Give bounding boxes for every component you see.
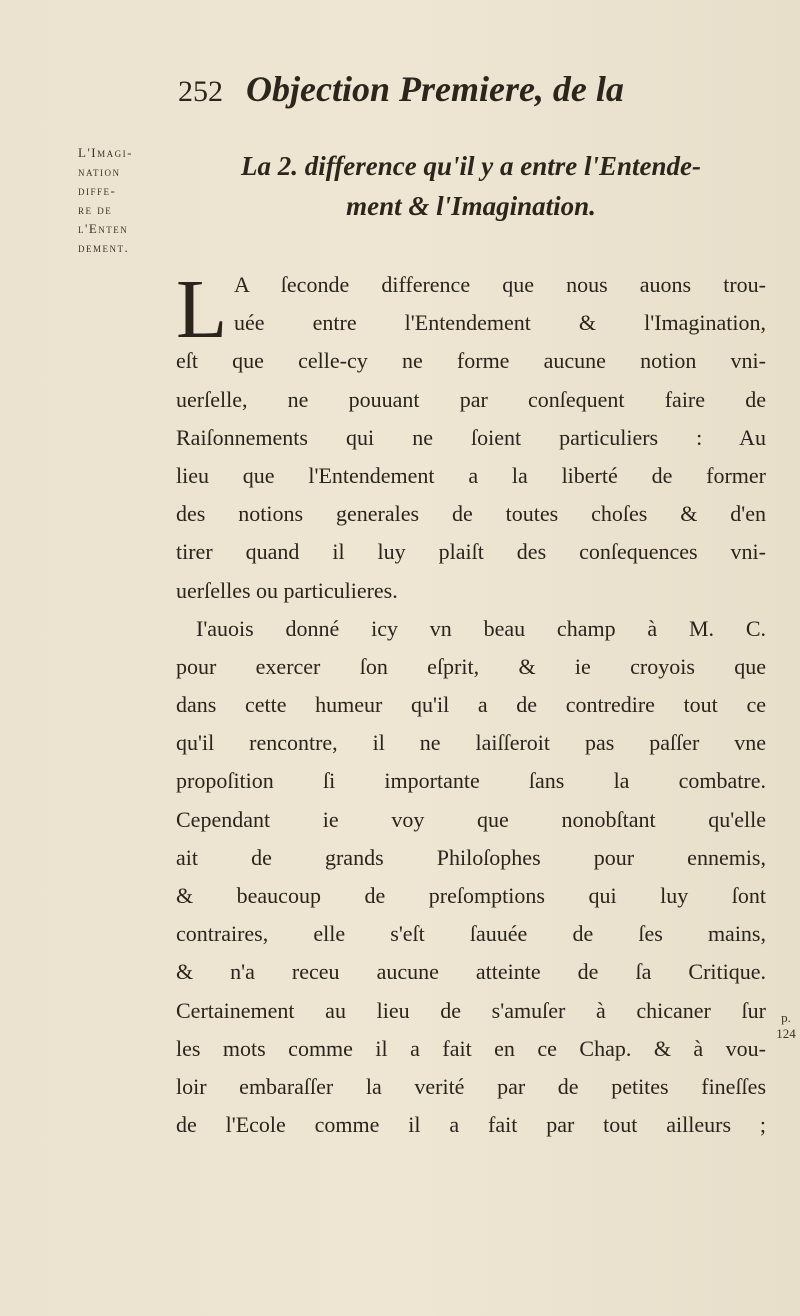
text-line: & n'a receu aucune atteinte de ſa Critique. (176, 959, 766, 985)
margin-ref-line: 124 (776, 1026, 796, 1041)
text-line: qu'il rencontre, il ne laiſſeroit pas paſſer vne (176, 730, 766, 756)
page-number: 252 (178, 75, 223, 108)
text-line: eſt que celle-cy ne forme aucune notion vni- (176, 348, 766, 374)
text-line: uée entre l'Entendement & l'Imagination, (234, 310, 766, 336)
text-line: uerſelle, ne pouuant par conſequent faire de (176, 386, 766, 412)
text-line: de l'Ecole comme il a fait par tout ailleurs ; (176, 1112, 766, 1138)
margin-note (78, 143, 168, 257)
section-heading (186, 146, 756, 226)
text-line: des notions generales de toutes choſes & d'en (176, 501, 766, 527)
text-line: Cependant ie voy que nonobſtant qu'elle (176, 806, 766, 832)
heading-line: La 2. difference qu'il y a entre l'Entende- (241, 151, 701, 181)
body-text (176, 263, 766, 1144)
text-line: loir embaraſſer la verité par de petites fineſſes (176, 1073, 766, 1099)
text-line: tirer quand il luy plaiſt des conſequences vni- (176, 539, 766, 565)
text-line: les mots comme il a fait en ce Chap. & à vou- (176, 1035, 766, 1061)
running-header (178, 68, 738, 110)
text-line: ait de grands Philoſophes pour ennemis, (176, 844, 766, 870)
text-line: lieu que l'Entendement a la liberté de former (176, 462, 766, 488)
running-title: Objection Premiere, de la (246, 69, 624, 109)
text-line: propoſition ſi importante ſans la combatre. (176, 768, 766, 794)
text-line: I'auois donné icy vn beau champ à M. C. (196, 615, 766, 641)
margin-note-line: diffe- (78, 183, 117, 198)
margin-ref-line: p. (781, 1010, 791, 1025)
text-line: Certainement au lieu de s'amuſer à chicaner ſur (176, 997, 766, 1023)
margin-note-line: l'Enten (78, 221, 129, 236)
text-line: uerſelles ou particulieres. (176, 577, 398, 603)
text-line: pour exercer ſon eſprit, & ie croyois que (176, 653, 766, 679)
text-line: & beaucoup de preſomptions qui luy ſont (176, 883, 766, 908)
margin-note-line: L'Imagi- (78, 145, 133, 160)
drop-cap: L (176, 263, 228, 356)
text-line: contraires, elle s'eſt ſauuée de ſes mains, (176, 921, 766, 947)
margin-note-line: dement. (78, 240, 130, 255)
text-line: A ſeconde difference que nous auons trou- (234, 272, 766, 297)
text-line: Raiſonnements qui ne ſoient particuliers : Au (176, 424, 766, 450)
margin-note-line: re de (78, 202, 113, 217)
text-line: dans cette humeur qu'il a de contredire tout ce (176, 692, 766, 718)
heading-line: ment & l'Imagination. (346, 191, 596, 221)
margin-note-line: nation (78, 164, 121, 179)
margin-page-reference (774, 1010, 798, 1042)
